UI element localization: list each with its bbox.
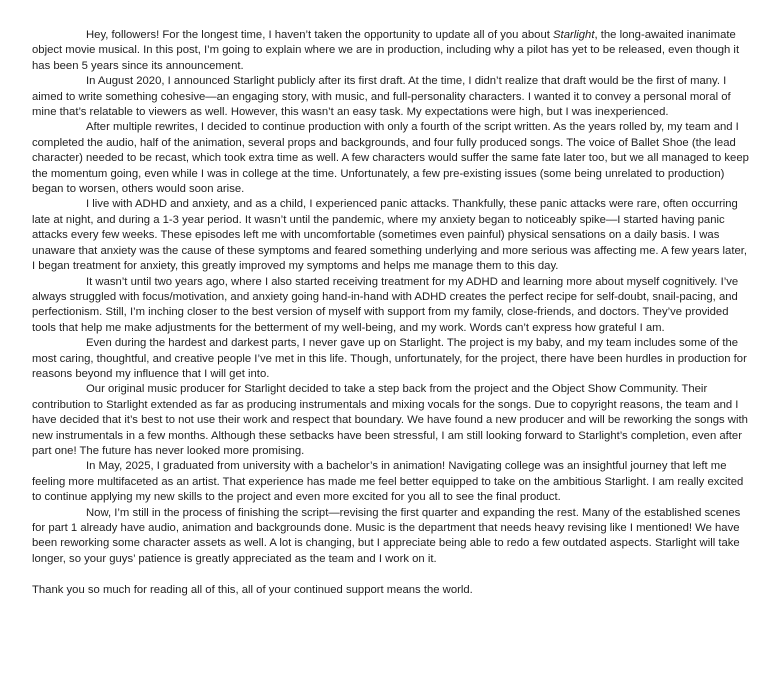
intro-paragraph xyxy=(32,28,752,74)
paragraph-perseverance: Even during the hardest and darkest parts, I never gave up on Starlight. The project is my baby, and my team includes some of the most caring, thoughtful, and creative people I’ve met in this life. Though, unfortunately, for the project, there have been hurdles in production for reasons beyond my influence that I will get into. xyxy=(32,337,747,380)
paragraph-music-producer: Our original music producer for Starlight decided to take a step back from the project and the Object Show Community. Their contribution to Starlight extended as far as producing instrumentals and mixing vocals for the songs. Due to copyright reasons, the team and I have decided that it’s best to not use their work and respect that boundary. We have found a new producer and will be reworking the songs with new instrumentals in a few months. Although these setbacks have been stressful, I am still looking forward to Starlight’s completion, even after part one! The future has never looked more promising. xyxy=(32,383,748,457)
paragraph-graduation: In May, 2025, I graduated from university with a bachelor’s in animation! Navigating college was an insightful journey that left me feeling more multifaceted as an artist. That experience has made me feel better equipped to take on the ambitious Starlight. I am really excited to continue applying my new skills to the project and even more excited for you all to see the final product. xyxy=(32,460,744,504)
paragraph-adhd: It wasn’t until two years ago, where I also started receiving treatment for my ADHD and learning more about myself cognitively. I’ve always struggled with focus/motivation, and anxiety going hand-in-hand with ADHD creates the perfect recipe for self-doubt, snail-pacing, and perfectionism. Still, I’m inching closer to the best version of myself with support from my family, close-friends, and doctors. They’ve provided tools that help me make adjustments for the betterment of my well-being, and my work. Words can’t express how grateful I am. xyxy=(32,275,739,334)
intro-title: Starlight xyxy=(553,29,595,41)
paragraph-announcement: In August 2020, I announced Starlight publicly after its first draft. At the time, I didn’t realize that draft would be the first of many. I aimed to write something cohesive—an engaging story, with music, and full-personality characters. I wanted it to convey a personal moral of mine that’s relatable to viewers as well. However, this wasn’t an easy task. My expectations were high, but I was inexperienced. xyxy=(32,75,731,119)
paragraph-current-status: Now, I’m still in the process of finishing the script—revising the first quarter and expanding the rest. Many of the established scenes for part 1 already have audio, animation and backgrounds done. Music is the department that needs heavy revising like I mentioned! We have been reworking some character assets as well. A lot is changing, but I appreciate being able to redo a few outdated aspects. Starlight will take longer, so your guys’ patience is greatly appreciated as the team and I work on it. xyxy=(32,506,741,565)
paragraph-anxiety: I live with ADHD and anxiety, and as a child, I experienced panic attacks. Thankfully, these panic attacks were rare, often occurring late at night, and during a 1-3 year period. It wasn’t until the pandemic, where my anxiety began to noticeably spike—I started having panic attacks every few weeks. These episodes left me with uncomfortable (sometimes even painful) physical sensations on a daily basis. I was unaware that anxiety was the cause of these symptoms and feared something underlying and more serious was affecting me. A few years later, I began treatment for anxiety, this greatly improved my symptoms and helps me manage them to this day. xyxy=(32,198,748,273)
intro-text-after: , the long-awaited inanimate object movie musical. In this post, I’m going to explain where we are in production, including why a pilot has yet to be released, even though it has been 5 years since its announcement. xyxy=(32,29,740,72)
paragraph-rewrites: After multiple rewrites, I decided to continue production with only a fourth of the script written. As the years rolled by, my team and I completed the audio, half of the animation, several props and backgrounds, and four fully produced songs. The voice of Ballet Shoe (the lead character) needed to be recast, which took extra time as well. A few characters would suffer the same fate later too, but we all managed to keep the momentum going, even while I was in college at the time. Unfortunately, a few pre-existing issues (some being unrelated to production) began to worsen, others would soon arise. xyxy=(32,121,749,196)
intro-text-before: Hey, followers! For the longest time, I haven’t taken the opportunity to update all of you about xyxy=(86,29,554,41)
closing-line: Thank you so much for reading all of this, all of your continued support means the world. xyxy=(32,583,473,596)
